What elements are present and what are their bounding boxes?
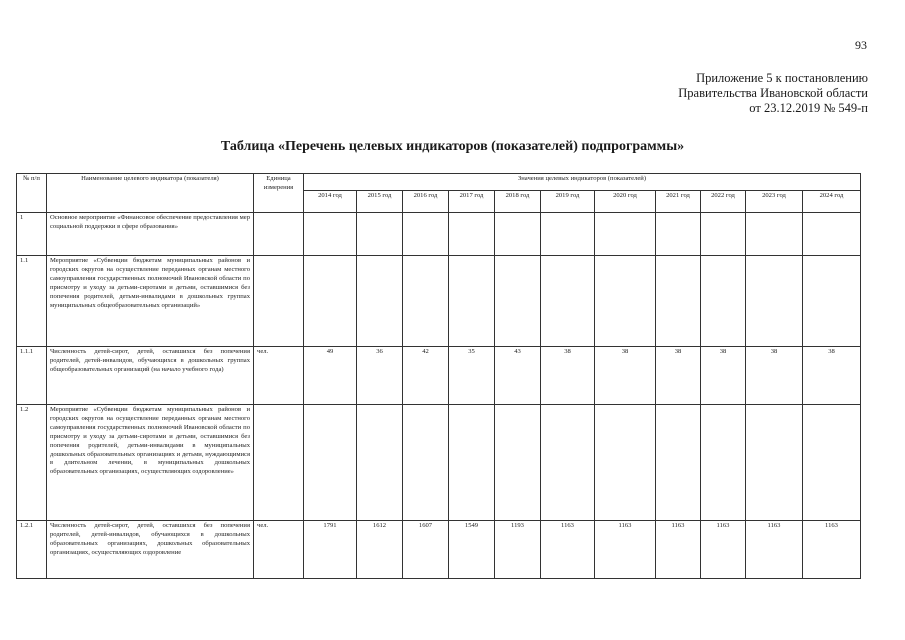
value-cell (595, 405, 656, 521)
value-cell (304, 405, 357, 521)
appendix-reference (678, 71, 868, 116)
value-cell (495, 256, 541, 347)
value-cell (701, 256, 746, 347)
value-cell (803, 405, 861, 521)
value-cell (495, 213, 541, 256)
value-cell (304, 256, 357, 347)
header-year: 2015 год (357, 191, 403, 213)
value-cell (746, 256, 803, 347)
table-header-row (17, 174, 861, 191)
table-row (17, 256, 861, 347)
row-unit (254, 405, 304, 521)
value-cell: 1163 (803, 521, 861, 579)
value-cell (495, 405, 541, 521)
value-cell (357, 405, 403, 521)
value-cell: 1163 (701, 521, 746, 579)
table-row (17, 405, 861, 521)
value-cell (357, 213, 403, 256)
header-year: 2022 год (701, 191, 746, 213)
value-cell (449, 405, 495, 521)
row-unit: чел. (254, 521, 304, 579)
value-cell (403, 213, 449, 256)
header-year: 2024 год (803, 191, 861, 213)
value-cell: 1163 (746, 521, 803, 579)
row-num: 1.2 (17, 405, 47, 521)
value-cell (701, 213, 746, 256)
header-year: 2017 год (449, 191, 495, 213)
row-num: 1 (17, 213, 47, 256)
header-num: № п/п (17, 174, 47, 213)
value-cell (746, 405, 803, 521)
value-cell (304, 213, 357, 256)
value-cell: 35 (449, 347, 495, 405)
header-unit: Единица измерения (254, 174, 304, 213)
header-year: 2018 год (495, 191, 541, 213)
page-number: 93 (855, 38, 867, 52)
value-cell: 1163 (656, 521, 701, 579)
value-cell (357, 256, 403, 347)
value-cell: 1607 (403, 521, 449, 579)
value-cell (701, 405, 746, 521)
value-cell: 1193 (495, 521, 541, 579)
value-cell: 38 (541, 347, 595, 405)
value-cell: 38 (701, 347, 746, 405)
value-cell (656, 256, 701, 347)
row-unit (254, 213, 304, 256)
indicators-table (16, 173, 861, 579)
appendix-line-1: Приложение 5 к постановлению (696, 71, 868, 85)
header-year: 2023 год (746, 191, 803, 213)
value-cell: 1549 (449, 521, 495, 579)
value-cell (803, 256, 861, 347)
value-cell: 1163 (595, 521, 656, 579)
value-cell (449, 213, 495, 256)
value-cell: 42 (403, 347, 449, 405)
value-cell: 1791 (304, 521, 357, 579)
indicator-name: Численность детей-сирот, детей, оставшихся без попечения родителей, детей-инвалидов, обучающихся в дошкольных образовательных организациях, дошкольных образовательных организациях, осуществляющих оздоровление (47, 521, 254, 579)
row-unit (254, 256, 304, 347)
table-row (17, 213, 861, 256)
value-cell (541, 256, 595, 347)
value-cell (541, 405, 595, 521)
value-cell: 38 (656, 347, 701, 405)
value-cell: 1163 (541, 521, 595, 579)
row-num: 1.1.1 (17, 347, 47, 405)
row-num: 1.2.1 (17, 521, 47, 579)
header-year: 2014 год (304, 191, 357, 213)
indicator-name: Основное мероприятие «Финансовое обеспечение предоставления мер социальной поддержки в сфере образования» (47, 213, 254, 256)
value-cell: 36 (357, 347, 403, 405)
appendix-line-2: Правительства Ивановской области (678, 86, 868, 100)
indicator-name: Численность детей-сирот, детей, оставшихся без попечения родителей, детей-инвалидов, обучающихся в дошкольных группах общеобразовательных организаций (на начало учебного года) (47, 347, 254, 405)
indicator-name: Мероприятие «Субвенции бюджетам муниципальных районов и городских округов на осуществление переданных органам местного самоуправления государственных полномочий Ивановской области по присмотру и уходу за детьми-сиротами и детьми, оставшимися без попечения родителей, детьми-инвалидами в дошкольных группах муниципальных общеобразовательных организаций» (47, 256, 254, 347)
value-cell (449, 256, 495, 347)
appendix-line-3: от 23.12.2019 № 549-п (749, 101, 868, 115)
value-cell (403, 256, 449, 347)
header-year: 2020 год (595, 191, 656, 213)
header-name: Наименование целевого индикатора (показателя) (47, 174, 254, 213)
header-values: Значения целевых индикаторов (показателей) (304, 174, 861, 191)
value-cell: 1612 (357, 521, 403, 579)
value-cell: 38 (746, 347, 803, 405)
value-cell (541, 213, 595, 256)
row-unit: чел. (254, 347, 304, 405)
table-row (17, 347, 861, 405)
table-row (17, 521, 861, 579)
value-cell (803, 213, 861, 256)
value-cell: 43 (495, 347, 541, 405)
table-title: Таблица «Перечень целевых индикаторов (показателей) подпрограммы» (220, 139, 685, 154)
value-cell: 49 (304, 347, 357, 405)
header-year: 2019 год (541, 191, 595, 213)
value-cell (595, 256, 656, 347)
header-year: 2016 год (403, 191, 449, 213)
header-year: 2021 год (656, 191, 701, 213)
indicator-name: Мероприятие «Субвенции бюджетам муниципальных районов и городских округов на осуществление переданных органам местного самоуправления государственных полномочий Ивановской области по присмотру и уходу за детьми-сиротами и детьми, оставшимися без попечения родителей, детьми-инвалидами в муниципальных дошкольных образовательных организациях и детьми, нуждающимися в длительном лечении, в муниципальных дошкольных образовательных организациях, осуществляющих оздоровление» (47, 405, 254, 521)
value-cell (656, 405, 701, 521)
value-cell (656, 213, 701, 256)
value-cell: 38 (803, 347, 861, 405)
value-cell (403, 405, 449, 521)
value-cell: 38 (595, 347, 656, 405)
value-cell (595, 213, 656, 256)
row-num: 1.1 (17, 256, 47, 347)
value-cell (746, 213, 803, 256)
